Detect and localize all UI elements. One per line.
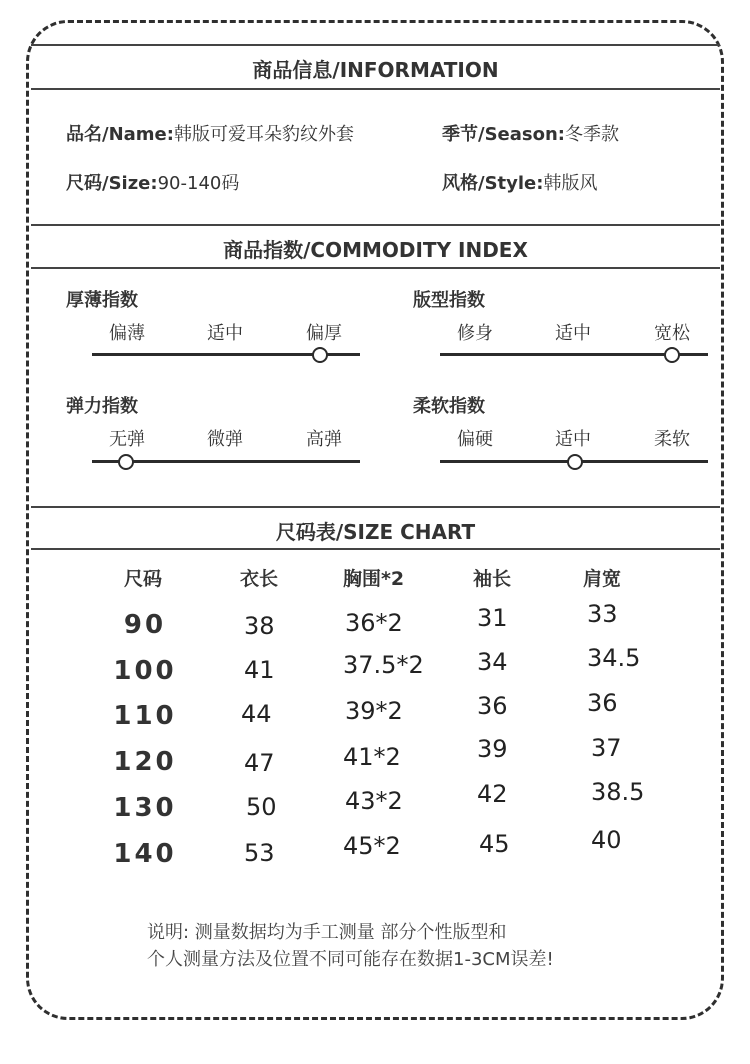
- note-line-2: 个人测量方法及位置不同可能存在数据1-3CM误差!: [147, 949, 554, 970]
- chest-cell: 43*2: [345, 787, 403, 815]
- info-size: [66, 169, 239, 195]
- index-option: 偏硬: [457, 429, 493, 450]
- note-line-1: 说明: 测量数据均为手工测量 部分个性版型和: [147, 922, 507, 943]
- column-header-chest: 胸围*2: [343, 568, 405, 590]
- chest-cell: 36*2: [345, 609, 403, 637]
- info-name-label: 品名/Name:: [66, 124, 174, 145]
- index-option: 宽松: [654, 323, 690, 344]
- index-marker-fit: [664, 347, 680, 363]
- sleeve-cell: 34: [477, 648, 508, 676]
- index-option: 偏薄: [109, 323, 145, 344]
- info-size-value: 90-140码: [157, 173, 240, 194]
- shoulder-cell: 38.5: [591, 778, 645, 806]
- info-season: [442, 120, 619, 146]
- sleeve-cell: 45: [479, 830, 510, 858]
- index-marker-softness: [567, 454, 583, 470]
- shoulder-cell: 33: [587, 600, 618, 628]
- index-option: 适中: [207, 323, 243, 344]
- shoulder-cell: 36: [587, 689, 618, 717]
- index-title-thickness: 厚薄指数: [66, 290, 138, 311]
- index-option: 修身: [457, 323, 493, 344]
- index-option: 偏厚: [306, 323, 342, 344]
- column-header-length: 衣长: [240, 568, 279, 590]
- info-name-value: 韩版可爱耳朵豹纹外套: [173, 124, 354, 145]
- length-cell: 41: [244, 656, 275, 684]
- index-title-elasticity: 弹力指数: [66, 396, 138, 417]
- length-cell: 44: [241, 700, 272, 728]
- chest-cell: 39*2: [345, 697, 403, 725]
- size-cell: 130: [113, 793, 177, 823]
- info-season-value: 冬季款: [565, 124, 619, 145]
- index-title-softness: 柔软指数: [413, 396, 485, 417]
- chest-cell: 45*2: [343, 832, 401, 860]
- sleeve-cell: 39: [477, 735, 508, 763]
- length-cell: 50: [246, 793, 277, 821]
- divider: [31, 224, 720, 226]
- length-cell: 38: [244, 612, 275, 640]
- index-title-fit: 版型指数: [413, 290, 485, 311]
- info-size-label: 尺码/Size:: [66, 173, 158, 194]
- size-cell: 140: [113, 839, 177, 869]
- index-marker-elasticity: [118, 454, 134, 470]
- sleeve-cell: 42: [477, 780, 508, 808]
- sleeve-cell: 31: [477, 604, 508, 632]
- info-style-label: 风格/Style:: [442, 173, 544, 194]
- chest-cell: 37.5*2: [343, 651, 424, 679]
- divider: [31, 548, 720, 550]
- shoulder-cell: 34.5: [587, 644, 641, 672]
- column-header-size: 尺码: [124, 568, 163, 590]
- index-option: 适中: [555, 429, 591, 450]
- section-title-information: 商品信息/INFORMATION: [252, 58, 499, 82]
- chest-cell: 41*2: [343, 743, 401, 771]
- divider: [31, 44, 720, 46]
- divider: [31, 506, 720, 508]
- sleeve-cell: 36: [477, 692, 508, 720]
- index-option: 适中: [555, 323, 591, 344]
- info-style-value: 韩版风: [543, 173, 598, 194]
- info-season-label: 季节/Season:: [442, 124, 565, 145]
- info-style: [442, 169, 597, 195]
- size-cell: 90: [123, 610, 167, 640]
- index-option: 无弹: [109, 429, 145, 450]
- shoulder-cell: 37: [591, 734, 622, 762]
- length-cell: 53: [244, 839, 275, 867]
- index-option: 微弹: [207, 429, 243, 450]
- divider: [31, 88, 720, 90]
- info-name: [66, 120, 354, 146]
- size-cell: 110: [113, 701, 177, 731]
- index-option: 高弹: [306, 429, 342, 450]
- index-option: 柔软: [654, 429, 690, 450]
- size-cell: 120: [113, 747, 177, 777]
- column-header-sleeve: 袖长: [473, 568, 512, 590]
- section-title-commodity-index: 商品指数/COMMODITY INDEX: [223, 238, 528, 262]
- index-marker-thickness: [312, 347, 328, 363]
- size-cell: 100: [113, 656, 177, 686]
- column-header-shoulder: 肩宽: [583, 568, 622, 590]
- shoulder-cell: 40: [591, 826, 622, 854]
- section-title-size-chart: 尺码表/SIZE CHART: [275, 520, 476, 544]
- length-cell: 47: [244, 749, 275, 777]
- divider: [31, 267, 720, 269]
